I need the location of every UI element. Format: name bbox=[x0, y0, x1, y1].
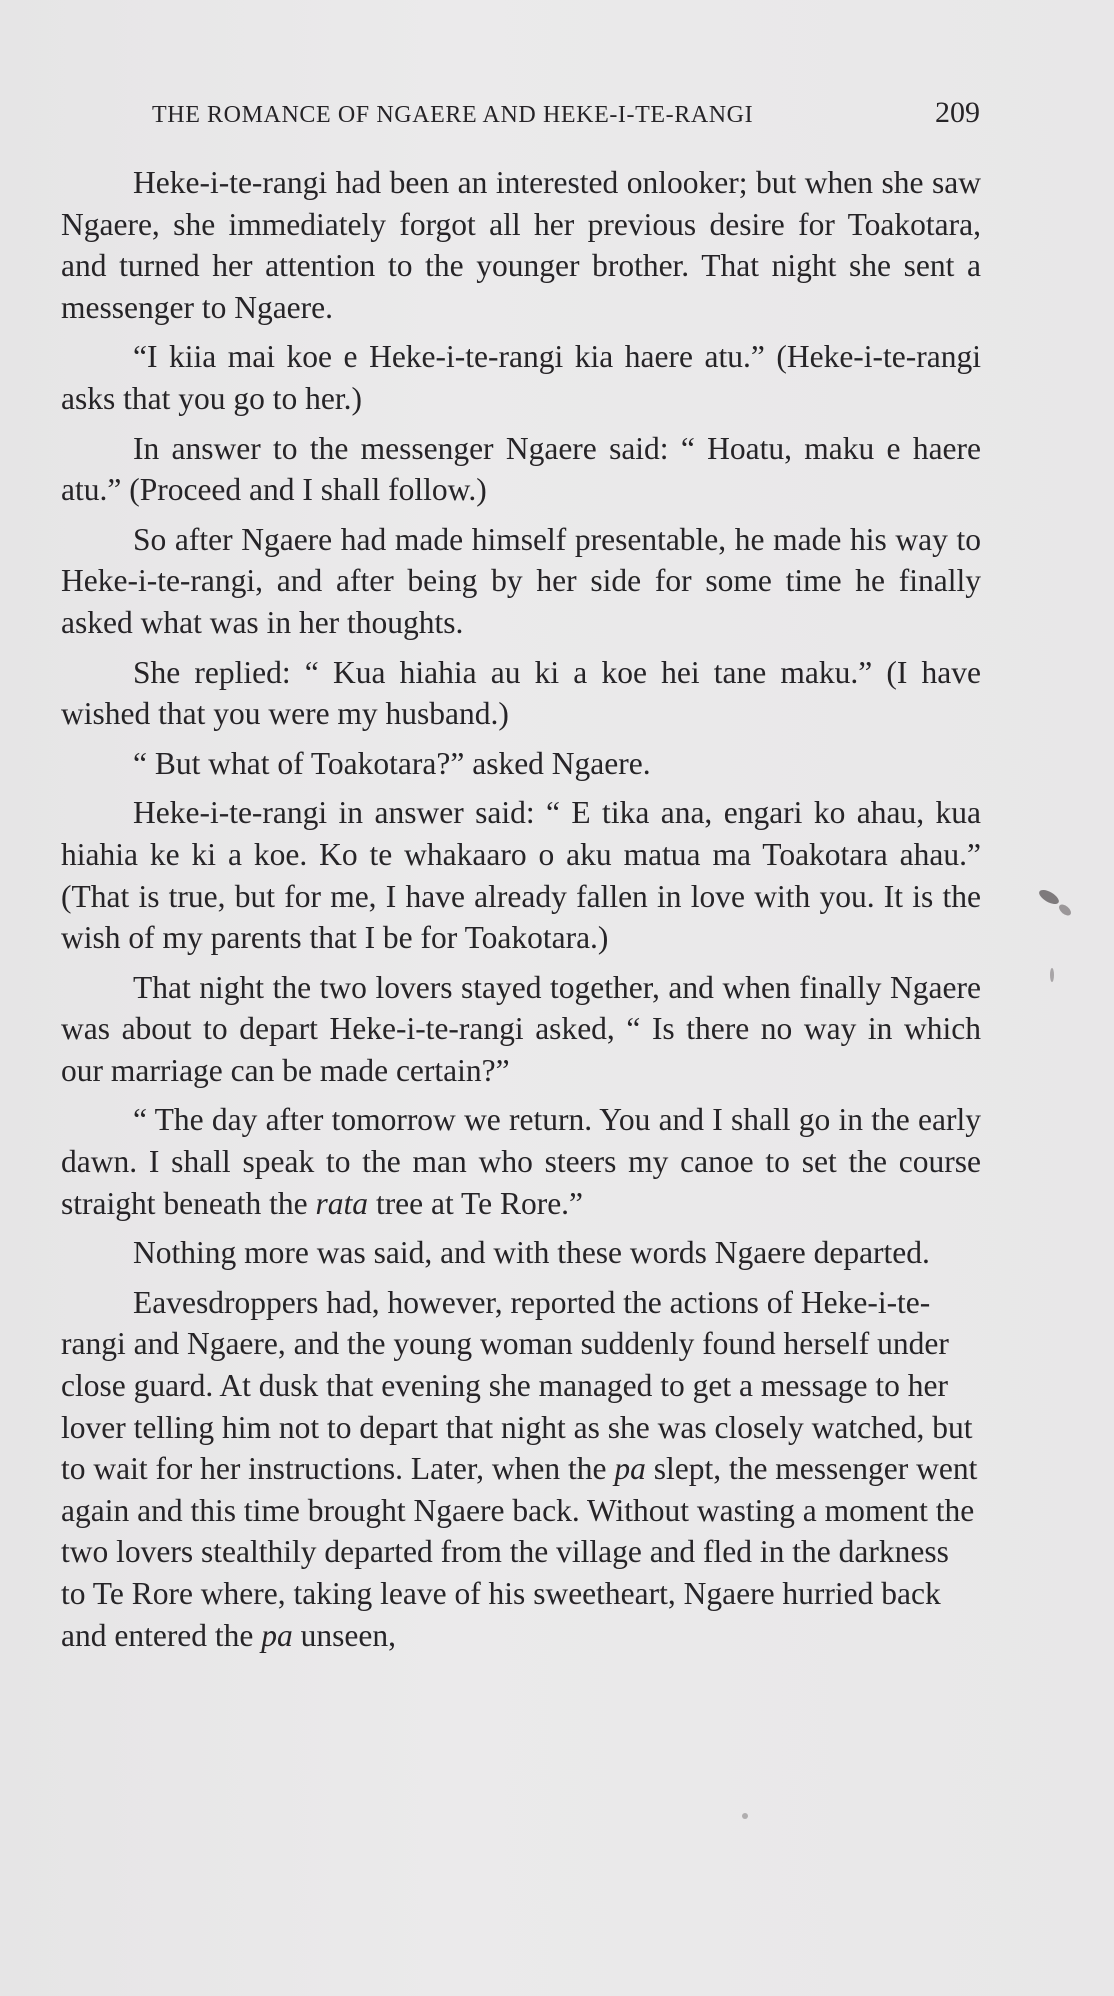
paragraph: In answer to the messenger Ngaere said: “ Hoatu, maku e haere atu.” (Proceed and I shall follow.) bbox=[61, 430, 981, 508]
italic-term: rata bbox=[315, 1185, 369, 1221]
paragraph: Nothing more was said, and with these words Ngaere departed. bbox=[133, 1235, 930, 1271]
ink-smudge bbox=[1037, 887, 1061, 907]
paragraph: “ But what of Toakotara?” asked Ngaere. bbox=[133, 745, 651, 781]
paragraph: So after Ngaere had made himself presentable, he made his way to Heke-i-te-rangi, and after being by her side for some time he finally asked what was in her thoughts. bbox=[61, 521, 981, 640]
paragraph: That night the two lovers stayed together, and when finally Ngaere was about to depart Heke-i-te-rangi asked, “ Is there no way in which our marriage can be made certain?” bbox=[61, 969, 981, 1088]
paragraph bbox=[61, 1099, 981, 1224]
italic-term: pa bbox=[614, 1451, 646, 1487]
paragraph: She replied: “ Kua hiahia au ki a koe hei tane maku.” (I have wished that you were my husband.) bbox=[61, 654, 981, 732]
text-run: slept, the messenger went again and this time brought Ngaere back. Without wasting a moment the two lovers stealthily departed from the village and fled in the darkness to Te Rore where, taking leave of his sweetheart, Ngaere hurried back and entered the bbox=[61, 1451, 978, 1653]
paragraph: “I kiia mai koe e Heke-i-te-rangi kia haere atu.” (Heke-i-te-rangi asks that you go to her.) bbox=[61, 339, 981, 416]
text-run: Eavesdroppers had, however, reported the actions of Heke-i-te-rangi and Ngaere, and the young woman suddenly found herself under close guard. At dusk that evening she managed to get a message to her lover telling him not to depart that night as she was closely watched, but to wait for her instructions. Later, when the bbox=[61, 1284, 973, 1487]
paragraph: Heke-i-te-rangi in answer said: “ E tika ana, engari ko ahau, kua hiahia ke ki a koe. Ko te whakaaro o aku matua ma Toakotara ahau.” (That is true, but for me, I have already fallen in love with you. It is the wish of my parents that I be for Toakotara.) bbox=[61, 795, 981, 956]
running-head: THE ROMANCE OF NGAERE AND HEKE-I-TE-RANGI bbox=[152, 102, 754, 128]
text-run: tree at Te Rore.” bbox=[368, 1185, 584, 1221]
page-number: 209 bbox=[935, 96, 980, 129]
paragraph bbox=[61, 1282, 981, 1656]
page-header bbox=[152, 96, 980, 130]
italic-term: pa bbox=[261, 1617, 293, 1653]
ink-smudge bbox=[1050, 968, 1054, 982]
text-run: “ The day after tomorrow we return. You and I shall go in the early dawn. I shall speak to the man who steers my canoe to set the course straight beneath the bbox=[61, 1102, 981, 1221]
paragraph: Heke-i-te-rangi had been an interested onlooker; but when she saw Ngaere, she immediately forgot all her previous desire for Toakotara, and turned her attention to the younger brother. That night she sent a messenger to Ngaere. bbox=[61, 165, 981, 325]
text-run: unseen, bbox=[292, 1617, 397, 1653]
ink-smudge bbox=[742, 1813, 748, 1819]
body-text bbox=[61, 162, 981, 1664]
ink-smudge bbox=[1057, 902, 1073, 917]
